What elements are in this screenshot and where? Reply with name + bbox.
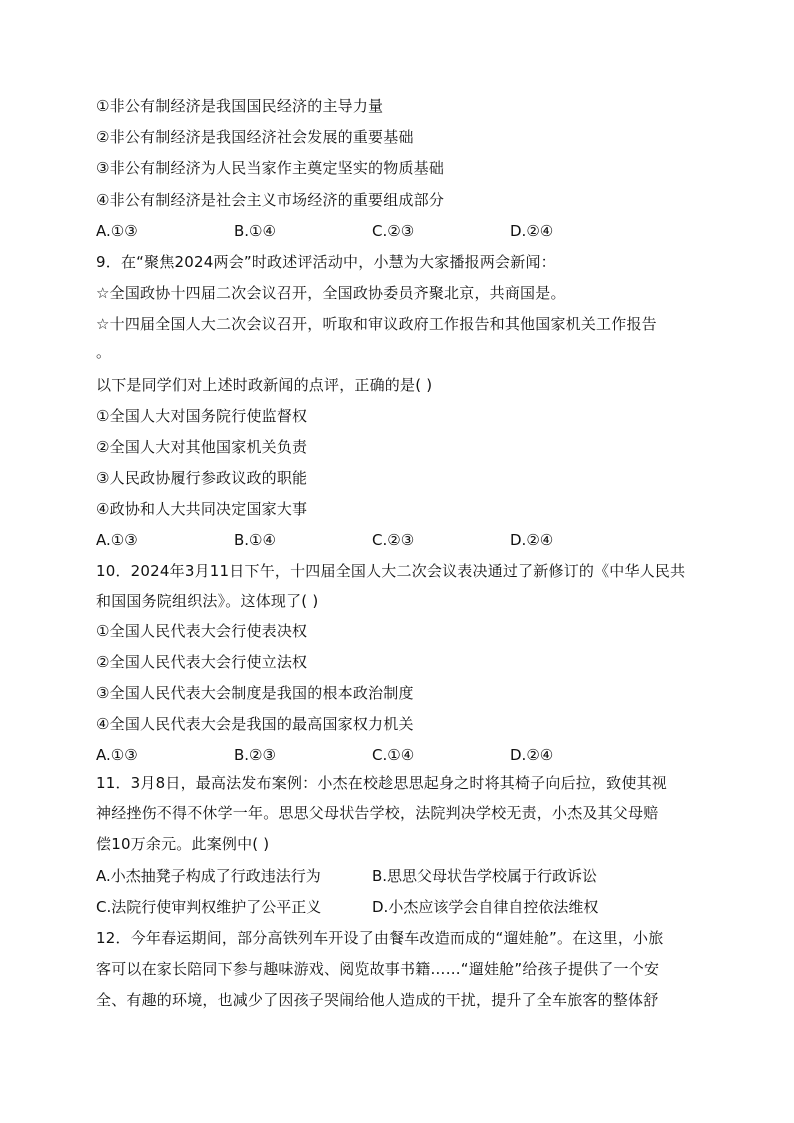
- q9-option-c: C.②③: [372, 531, 415, 549]
- q9-option-a: A.①③: [96, 531, 138, 549]
- q9-news-2: ☆十四届全国人大二次会议召开，听取和审议政府工作报告和其他国家机关工作报告: [96, 315, 657, 333]
- q11-stem-2: 神经挫伤不得不休学一年。思思父母状告学校，法院判决学校无责，小杰及其父母赔: [96, 804, 659, 822]
- q10-statement-4: ④全国人民代表大会是我国的最高国家权力机关: [96, 715, 414, 733]
- q10-option-b: B.②③: [234, 746, 276, 764]
- q8-statement-2: ②非公有制经济是我国经济社会发展的重要基础: [96, 128, 414, 146]
- q10-statement-1: ①全国人民代表大会行使表决权: [96, 622, 308, 640]
- q8-option-a: A.①③: [96, 222, 138, 240]
- q10-statement-2: ②全国人民代表大会行使立法权: [96, 653, 308, 671]
- q9-stem: 9．在“聚焦2024两会”时政述评活动中，小慧为大家播报两会新闻：: [96, 253, 556, 271]
- q8-option-d: D.②④: [510, 222, 554, 240]
- q11-option-b: B.思思父母状告学校属于行政诉讼: [372, 867, 598, 885]
- q11-stem-1: 11．3月8日，最高法发布案例：小杰在校趁思思起身之时将其椅子向后拉，致使其视: [96, 774, 667, 792]
- q9-options: [96, 530, 706, 550]
- q12-stem-2: 客可以在家长陪同下参与趣味游戏、阅览故事书籍……“遛娃舱”给孩子提供了一个安: [96, 960, 660, 978]
- q9-option-b: B.①④: [234, 531, 276, 549]
- q10-option-c: C.①④: [372, 746, 415, 764]
- q9-question: 以下是同学们对上述时政新闻的点评，正确的是( ): [96, 376, 433, 394]
- q8-option-b: B.①④: [234, 222, 276, 240]
- q9-option-d: D.②④: [510, 531, 554, 549]
- q12-stem-1: 12．今年春运期间，部分高铁列车开设了由餐车改造而成的“遛娃舱”。在这里，小旅: [96, 929, 664, 947]
- q9-news-2-cont: 。: [96, 343, 112, 361]
- q8-statement-1: ①非公有制经济是我国国民经济的主导力量: [96, 97, 384, 115]
- q11-option-a: A.小杰抽凳子构成了行政违法行为: [96, 867, 321, 885]
- q10-stem-1: 10．2024年3月11日下午，十四届全国人大二次会议表决通过了新修订的《中华人民共: [96, 562, 686, 580]
- q9-statement-3: ③人民政协履行参政议政的职能: [96, 469, 308, 487]
- q8-options: [96, 221, 706, 241]
- q12-stem-3: 全、有趣的环境，也减少了因孩子哭闹给他人造成的干扰，提升了全车旅客的整体舒: [96, 991, 659, 1009]
- q10-stem-2: 和国国务院组织法》。这体现了( ): [96, 592, 319, 610]
- q9-news-1: ☆全国政协十四届二次会议召开，全国政协委员齐聚北京，共商国是。: [96, 284, 566, 302]
- q9-statement-4: ④政协和人大共同决定国家大事: [96, 500, 308, 518]
- q11-option-d: D.小杰应该学会自律自控依法维权: [372, 898, 599, 916]
- q11-options-row-2: [96, 897, 706, 917]
- q10-option-d: D.②④: [510, 746, 554, 764]
- q10-statement-3: ③全国人民代表大会制度是我国的根本政治制度: [96, 684, 414, 702]
- q11-option-c: C.法院行使审判权维护了公平正义: [96, 898, 322, 916]
- q8-statement-3: ③非公有制经济为人民当家作主奠定坚实的物质基础: [96, 159, 445, 177]
- q9-statement-1: ①全国人大对国务院行使监督权: [96, 407, 308, 425]
- q8-statement-4: ④非公有制经济是社会主义市场经济的重要组成部分: [96, 191, 445, 209]
- q11-stem-3: 偿10万余元。此案例中( ): [96, 835, 270, 853]
- q9-statement-2: ②全国人大对其他国家机关负责: [96, 438, 308, 456]
- q10-options: [96, 745, 706, 765]
- q10-option-a: A.①③: [96, 746, 138, 764]
- q8-option-c: C.②③: [372, 222, 415, 240]
- q11-options-row-1: [96, 866, 706, 886]
